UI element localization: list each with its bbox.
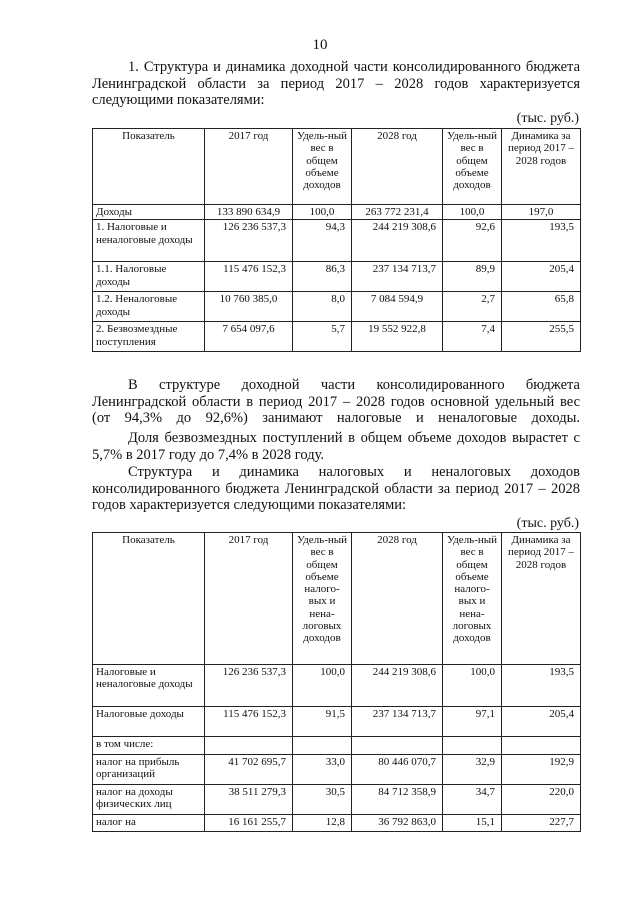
- table-cell: 237 134 713,7: [352, 707, 443, 737]
- header-cell: 2028 год: [352, 129, 443, 205]
- table-row: [93, 205, 581, 220]
- table-cell: 227,7: [502, 815, 581, 832]
- table-cell: 10 760 385,0: [205, 292, 293, 322]
- table-cell: 30,5: [293, 785, 352, 815]
- table-cell: 16 161 255,7: [205, 815, 293, 832]
- table-row: [93, 292, 581, 322]
- table-row: [93, 785, 581, 815]
- table-cell: 5,7: [293, 322, 352, 352]
- header-cell: Динамика за период 2017 – 2028 годов: [502, 533, 581, 665]
- page-number: 10: [312, 37, 328, 53]
- header-cell: Удель-ный вес в общем объеме доходов: [293, 129, 352, 205]
- table-row: [93, 220, 581, 262]
- grants-paragraph: Доля безвозмездных поступлений в общем объеме доходов вырастет с 5,7% в 2017 году до 7,4% в 2028 году.: [92, 430, 580, 463]
- table-cell: 86,3: [293, 262, 352, 292]
- table-cell: 34,7: [443, 785, 502, 815]
- table-cell: налог на доходы физических лиц: [93, 785, 205, 815]
- table-row: [93, 322, 581, 352]
- table-cell: 12,8: [293, 815, 352, 832]
- table-cell: Доходы: [93, 205, 205, 220]
- table-cell: 19 552 922,8: [352, 322, 443, 352]
- table-cell: 197,0: [502, 205, 581, 220]
- table-cell: 1.1. Налоговые доходы: [93, 262, 205, 292]
- table-cell: 7 084 594,9: [352, 292, 443, 322]
- table-cell: Налоговые доходы: [93, 707, 205, 737]
- table-row: [93, 665, 581, 707]
- header-cell: 2017 год: [205, 129, 293, 205]
- structure-paragraph: В структуре доходной части консолидированного бюджета Ленинградской области в период 2017 – 2028 годов основной удельный вес (от 94,3% до 92,6%) занимают налоговые и неналоговые доходы.: [92, 377, 580, 427]
- header-cell: 2028 год: [352, 533, 443, 665]
- table-cell: 244 219 308,6: [352, 665, 443, 707]
- table-row: [93, 815, 581, 832]
- table-cell: 115 476 152,3: [205, 707, 293, 737]
- table-cell: 115 476 152,3: [205, 262, 293, 292]
- unit-label-1: (тыс. руб.): [516, 111, 579, 126]
- table-cell: 97,1: [443, 707, 502, 737]
- table-cell: 193,5: [502, 220, 581, 262]
- table-cell: 8,0: [293, 292, 352, 322]
- table-cell: [443, 737, 502, 755]
- table-cell: 192,9: [502, 755, 581, 785]
- table-cell: 205,4: [502, 707, 581, 737]
- table-cell: 1.2. Неналоговые доходы: [93, 292, 205, 322]
- table-cell: 263 772 231,4: [352, 205, 443, 220]
- table-cell: 32,9: [443, 755, 502, 785]
- table-cell: [205, 737, 293, 755]
- table-cell: 193,5: [502, 665, 581, 707]
- table-row: [93, 262, 581, 292]
- table-cell: 7,4: [443, 322, 502, 352]
- table-cell: [352, 737, 443, 755]
- table-header-row: [93, 533, 581, 665]
- table-row: [93, 755, 581, 785]
- header-cell: Показатель: [93, 533, 205, 665]
- intro-paragraph: 1. Структура и динамика доходной части консолидированного бюджета Ленинградской области за период 2017 – 2028 годов характеризуется следующими показателями:: [92, 59, 580, 109]
- table-cell: 15,1: [443, 815, 502, 832]
- table-cell: 2,7: [443, 292, 502, 322]
- table-cell: [502, 737, 581, 755]
- table-cell: 41 702 695,7: [205, 755, 293, 785]
- table-cell: 220,0: [502, 785, 581, 815]
- header-cell: Динамика за период 2017 – 2028 годов: [502, 129, 581, 205]
- table-cell: налог на прибыль организаций: [93, 755, 205, 785]
- table-cell: [293, 737, 352, 755]
- unit-label-2: (тыс. руб.): [516, 516, 579, 531]
- table-cell: 100,0: [443, 665, 502, 707]
- table-cell: 36 792 863,0: [352, 815, 443, 832]
- table-cell: 92,6: [443, 220, 502, 262]
- header-cell: Показатель: [93, 129, 205, 205]
- table-cell: в том числе:: [93, 737, 205, 755]
- table-cell: 100,0: [443, 205, 502, 220]
- table-row: [93, 737, 581, 755]
- header-cell: Удель-ный вес в общем объеме налого-вых и нена-логовых доходов: [443, 533, 502, 665]
- header-cell: Удель-ный вес в общем объеме доходов: [443, 129, 502, 205]
- revenue-structure-table: [92, 128, 581, 352]
- table-cell: 126 236 537,3: [205, 665, 293, 707]
- table-cell: 100,0: [293, 205, 352, 220]
- table-cell: 126 236 537,3: [205, 220, 293, 262]
- table-cell: 91,5: [293, 707, 352, 737]
- table-cell: 7 654 097,6: [205, 322, 293, 352]
- header-cell: 2017 год: [205, 533, 293, 665]
- table-cell: налог на: [93, 815, 205, 832]
- table-cell: 89,9: [443, 262, 502, 292]
- table-cell: 94,3: [293, 220, 352, 262]
- table-cell: 80 446 070,7: [352, 755, 443, 785]
- table-row: [93, 707, 581, 737]
- table-cell: 65,8: [502, 292, 581, 322]
- tax-revenue-table: [92, 532, 581, 832]
- table-cell: 244 219 308,6: [352, 220, 443, 262]
- table-cell: 100,0: [293, 665, 352, 707]
- tax-structure-paragraph: Структура и динамика налоговых и неналоговых доходов консолидированного бюджета Ленинградской области за период 2017 – 2028 годов характеризуется следующими показателями:: [92, 464, 580, 514]
- table-cell: 205,4: [502, 262, 581, 292]
- table-header-row: [93, 129, 581, 205]
- table-cell: 38 511 279,3: [205, 785, 293, 815]
- header-cell: Удель-ный вес в общем объеме налого-вых и нена-логовых доходов: [293, 533, 352, 665]
- table-cell: 255,5: [502, 322, 581, 352]
- table-cell: 84 712 358,9: [352, 785, 443, 815]
- table-cell: 1. Налоговые и неналоговые доходы: [93, 220, 205, 262]
- table-cell: 237 134 713,7: [352, 262, 443, 292]
- table-cell: 133 890 634,9: [205, 205, 293, 220]
- table-cell: 2. Безвозмездные поступления: [93, 322, 205, 352]
- table-cell: 33,0: [293, 755, 352, 785]
- table-cell: Налоговые и неналоговые доходы: [93, 665, 205, 707]
